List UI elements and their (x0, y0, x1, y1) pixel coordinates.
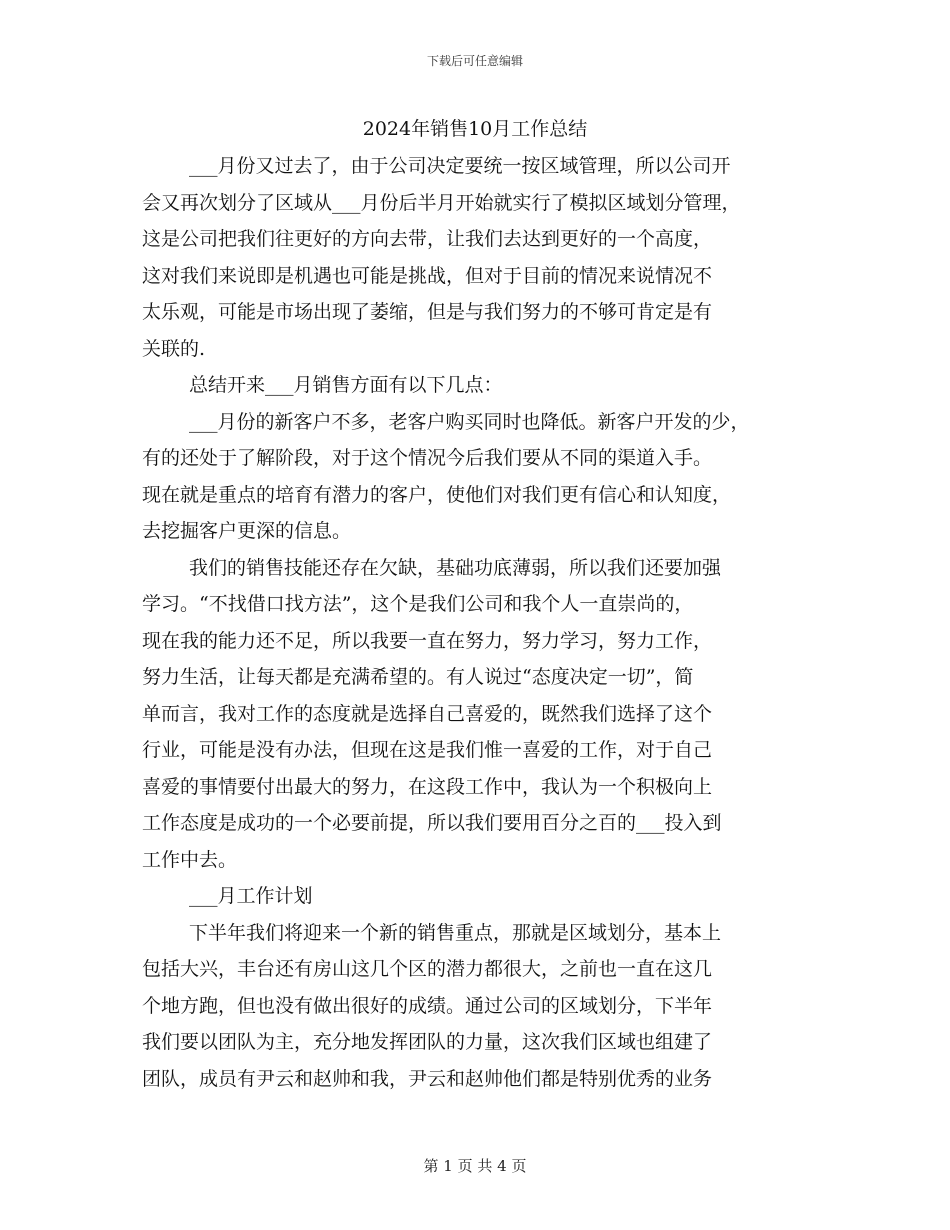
document-body (142, 148, 832, 1097)
body-line: ___月份又过去了，由于公司决定要统一按区域管理，所以公司开 (189, 155, 731, 177)
body-line: 总结开来___月销售方面有以下几点： (189, 374, 503, 396)
page-footer: 第 1 页 共 4 页 (423, 1157, 527, 1175)
body-line: 个地方跑，但也没有做出很好的成绩。通过公司的区域划分，下半年 (142, 994, 713, 1017)
body-line: ___月工作计划 (189, 885, 313, 907)
body-line: 工作态度是成功的一个必要前提，所以我们要用百分之百的___投入到 (142, 812, 722, 834)
body-line: 行业，可能是没有办法，但现在这是我们惟一喜爱的工作，对于自己 (142, 739, 713, 761)
body-line: 现在我的能力还不足，所以我要一直在努力，努力学习，努力工作， (142, 629, 713, 652)
body-line: 这对我们来说即是机遇也可能是挑战，但对于目前的情况来说情况不 (142, 264, 713, 287)
body-line: 喜爱的事情要付出最大的努力，在这段工作中，我认为一个积极向上 (142, 775, 713, 798)
body-line: 团队，成员有尹云和赵帅和我，尹云和赵帅他们都是特别优秀的业务 (142, 1067, 713, 1090)
body-line: 有的还处于了解阶段，对于这个情况今后我们要从不同的渠道入手。 (142, 447, 713, 469)
document-title: 2024年销售10月工作总结 (362, 118, 588, 140)
body-line: 我们要以团队为主，充分地发挥团队的力量，这次我们区域也组建了 (142, 1031, 713, 1053)
body-line: 努力生活，让每天都是充满希望的。有人说过“态度决定一切”，简 (142, 666, 694, 688)
body-line: 工作中去。 (142, 848, 238, 871)
body-line: 太乐观，可能是市场出现了萎缩，但是与我们努力的不够可肯定是有 (142, 301, 713, 323)
body-line: 下半年我们将迎来一个新的销售重点，那就是区域划分，基本上 (189, 921, 722, 944)
body-line: 包括大兴，丰台还有房山这几个区的潜力都很大，之前也一直在这几 (142, 958, 713, 980)
body-line: 去挖掘客户更深的信息。 (142, 520, 352, 542)
body-line: 现在就是重点的培育有潜力的客户，使他们对我们更有信心和认知度， (142, 483, 732, 506)
body-line: 关联的. (142, 337, 206, 360)
page-header: 下载后可任意编辑 (426, 54, 523, 68)
body-line: ___月份的新客户不多，老客户购买同时也降低。新客户开发的少， (189, 410, 750, 433)
body-line: 我们的销售技能还存在欠缺，基础功底薄弱，所以我们还要加强 (189, 556, 722, 579)
body-line: 这是公司把我们往更好的方向去带，让我们去达到更好的一个高度， (142, 228, 713, 250)
body-line: 学习。“不找借口找方法”，这个是我们公司和我个人一直崇尚的， (142, 593, 694, 615)
body-line: 会又再次划分了区域从___月份后半月开始就实行了模拟区域划分管理， (142, 191, 741, 214)
body-line: 单而言，我对工作的态度就是选择自己喜爱的，既然我们选择了这个 (142, 702, 713, 725)
